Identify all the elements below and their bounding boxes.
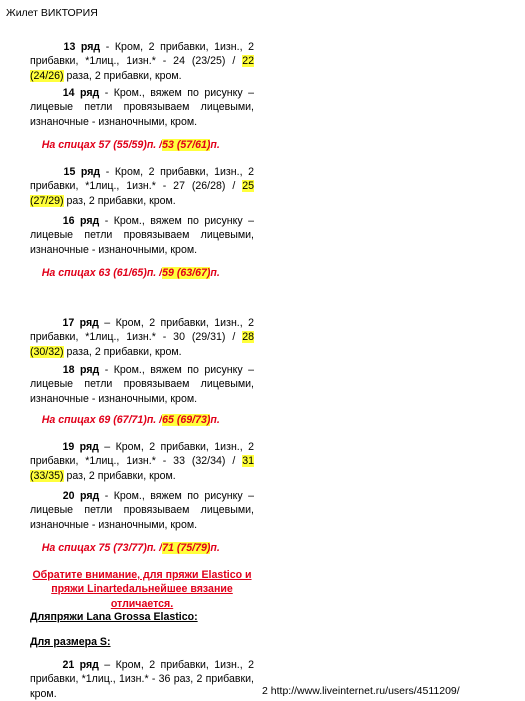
row-18: 18 ряд - Кром., вяжем по рисунку – лицевые петли провязываем лицевыми, изнаночные - изнаночными, кром. [30,364,254,405]
size-s-heading: Для размера S: [30,636,111,648]
row-17: 17 ряд – Кром, 2 прибавки, 1изн., 2 прибавки, *1лиц., 1изн.* - 30 (29/31) / 28 (30/32) раза, 2 прибавки, кром. [30,317,254,358]
row-14: 14 ряд - Кром., вяжем по рисунку – лицевые петли провязываем лицевыми, изнаночные - изнаночными, кром. [30,87,254,128]
stitch-count-57: На спицах 57 (55/59)п. /53 (57/61)п. [41,139,220,151]
page-footer [262,684,460,698]
stitch-count-75: На спицах 75 (73/77)п. /71 (75/79)п. [41,542,220,554]
stitch-count-63: На спицах 63 (61/65)п. /59 (63/67)п. [41,267,220,279]
yarn-heading: Дляпряжи Lana Grossa Elastico: [30,611,198,623]
row-20: 20 ряд - Кром., вяжем по рисунку – лицевые петли провязываем лицевыми, изнаночные - изнаночными, кром. [30,490,254,531]
page-number: 2 [262,685,268,697]
row-19: 19 ряд – Кром, 2 прибавки, 1изн., 2 прибавки, *1лиц., 1изн.* - 33 (32/34) / 31 (33/35) раз, 2 прибавки, кром. [30,441,254,482]
stitch-count-69: На спицах 69 (67/71)п. /65 (69/73)п. [41,414,220,426]
row-15: 15 ряд - Кром, 2 прибавки, 1изн., 2 прибавки, *1лиц., 1изн.* - 27 (26/28) / 25 (27/29) раз, 2 прибавки, кром. [30,166,254,207]
row-21-s: 21 ряд – Кром, 2 прибавки, 1изн., 2 прибавки, *1лиц., 1изн.* - 36 раз, 2 прибавки, кром. [30,659,254,700]
document-title: Жилет ВИКТОРИЯ [6,7,98,19]
attention-note: Обратите внимание, для пряжи Elastico и пряжи Linartedальнейшее вязание отличается. [32,569,252,610]
source-link[interactable]: http://www.liveinternet.ru/users/4511209/ [270,685,460,697]
row-16: 16 ряд - Кром., вяжем по рисунку – лицевые петли провязываем лицевыми, изнаночные - изнаночными, кром. [30,215,254,256]
row-13: 13 ряд - Кром, 2 прибавки, 1изн., 2 прибавки, *1лиц., 1изн.* - 24 (23/25) / 22 (24/26) раза, 2 прибавки, кром. [30,41,254,82]
